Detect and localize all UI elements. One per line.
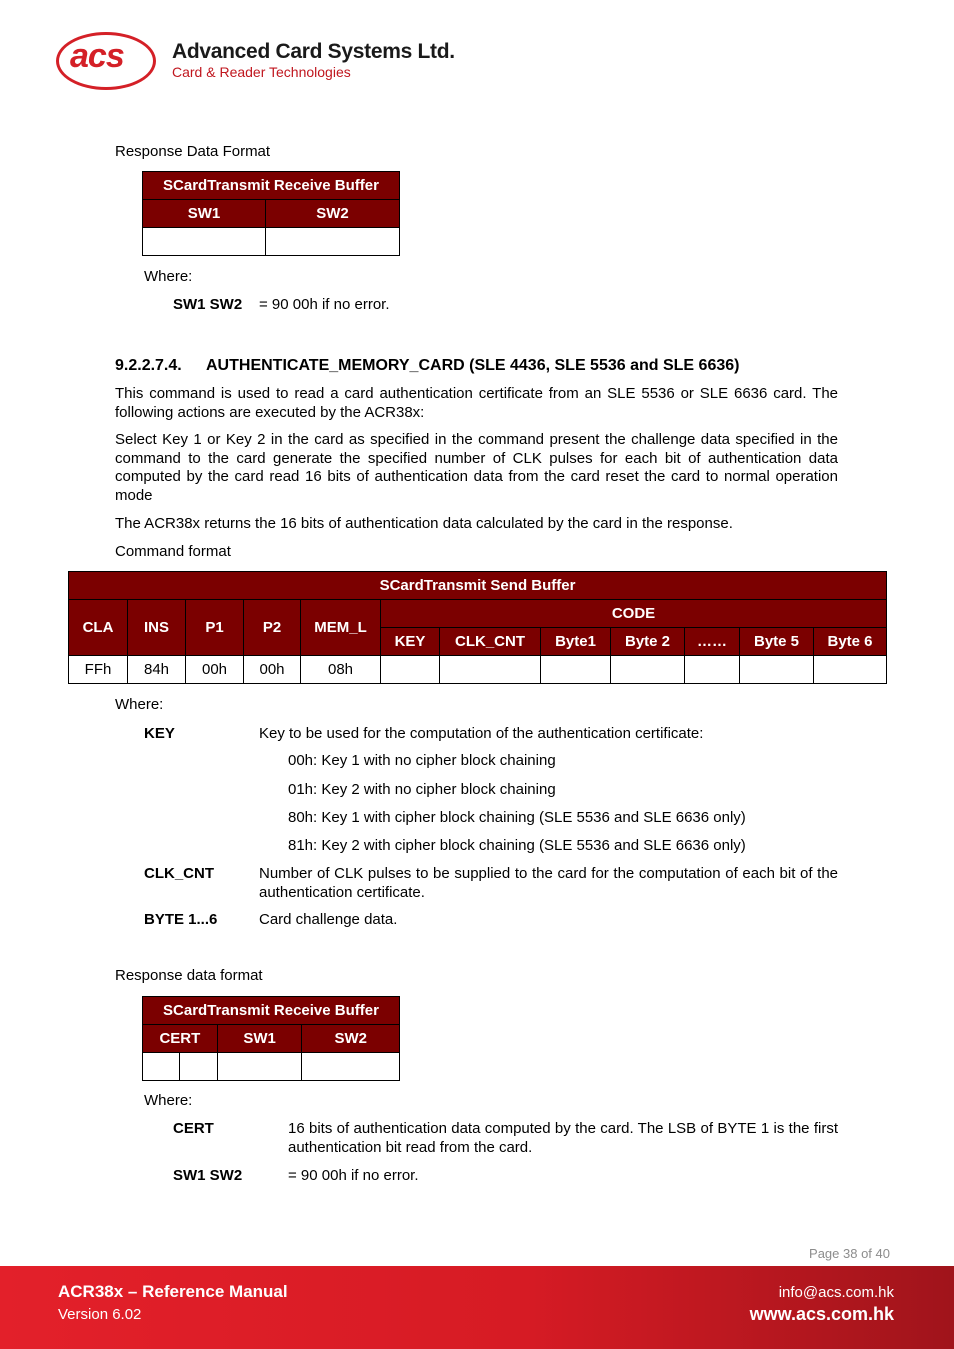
def-term: KEY (144, 725, 175, 742)
table-cell: 84h (128, 656, 186, 684)
col-header: P2 (244, 600, 301, 656)
table-cell (440, 656, 541, 684)
def-desc: Card challenge data. (259, 911, 398, 928)
col-header: CERT (143, 1025, 218, 1053)
table-cell: 08h (301, 656, 381, 684)
col-header: …… (685, 628, 740, 656)
table-cell (143, 1053, 180, 1081)
doc-title: ACR38x – Reference Manual (58, 1282, 288, 1301)
col-header: SW1 (143, 200, 266, 228)
send-buffer-table (68, 571, 887, 684)
def-desc: Key to be used for the computation of the authentication certificate: (259, 725, 704, 742)
receive-buffer-table-2 (142, 996, 400, 1081)
def-desc: 16 bits of authentication data computed by the card. The LSB of BYTE 1 is the first authentication bit read from the card. (288, 1120, 838, 1156)
col-header: SW2 (266, 200, 400, 228)
def-term: SW1 SW2 (173, 1167, 243, 1184)
table-cell (217, 1053, 302, 1081)
company-name: Advanced Card Systems Ltd. (172, 40, 455, 63)
col-header: P1 (186, 600, 244, 656)
table-cell: 00h (244, 656, 301, 684)
def-term: CERT (173, 1120, 214, 1137)
company-tagline: Card & Reader Technologies (172, 64, 351, 80)
def-desc: Number of CLK pulses to be supplied to the card for the computation of each bit of the authentication certificate. (259, 865, 838, 901)
table-title: SCardTransmit Receive Buffer (143, 172, 400, 200)
paragraph: This command is used to read a card authentication certificate from an SLE 5536 or SLE 6636 card. The following actions are executed by the ACR38x: (115, 385, 838, 421)
col-header: Byte 5 (740, 628, 814, 656)
col-header: INS (128, 600, 186, 656)
col-header: SW2 (302, 1025, 400, 1053)
table-cell (740, 656, 814, 684)
key-option: 80h: Key 1 with cipher block chaining (SLE 5536 and SLE 6636 only) (288, 809, 746, 826)
def-term: SW1 SW2 (173, 296, 243, 313)
footer-website[interactable]: www.acs.com.hk (749, 1304, 894, 1324)
table-cell: 00h (186, 656, 244, 684)
command-format-label: Command format (115, 543, 231, 560)
key-option: 00h: Key 1 with no cipher block chaining (288, 752, 556, 769)
col-header: Byte1 (541, 628, 611, 656)
code-header: CODE (381, 600, 887, 628)
table-cell (143, 228, 266, 256)
col-header: MEM_L (301, 600, 381, 656)
col-header: CLK_CNT (440, 628, 541, 656)
table-cell (611, 656, 685, 684)
table-cell (541, 656, 611, 684)
def-term: BYTE 1...6 (144, 911, 218, 928)
col-header: KEY (381, 628, 440, 656)
table-cell (266, 228, 400, 256)
def-term: CLK_CNT (144, 865, 214, 882)
section-number: 9.2.2.7.4. (115, 357, 182, 374)
table-title: SCardTransmit Receive Buffer (143, 997, 400, 1025)
table-cell (814, 656, 887, 684)
table-cell (381, 656, 440, 684)
key-option: 81h: Key 2 with cipher block chaining (SLE 5536 and SLE 6636 only) (288, 837, 746, 854)
response-format-label: Response Data Format (115, 143, 271, 160)
col-header: CLA (69, 600, 128, 656)
where-label: Where: (144, 268, 193, 285)
section-title: AUTHENTICATE_MEMORY_CARD (SLE 4436, SLE 5536 and SLE 6636) (206, 357, 740, 374)
where-label: Where: (115, 696, 164, 713)
key-option: 01h: Key 2 with no cipher block chaining (288, 781, 556, 798)
def-desc: = 90 00h if no error. (259, 296, 390, 313)
where-label: Where: (144, 1092, 193, 1109)
footer-bar (0, 1266, 954, 1349)
paragraph: The ACR38x returns the 16 bits of authentication data calculated by the card in the response. (115, 515, 733, 532)
table-cell: FFh (69, 656, 128, 684)
table-title: SCardTransmit Send Buffer (69, 572, 887, 600)
col-header: Byte 6 (814, 628, 887, 656)
response-format-label: Response data format (115, 967, 263, 984)
page-number: Page 38 of 40 (809, 1246, 890, 1261)
table-cell (685, 656, 740, 684)
table-cell (179, 1053, 217, 1081)
col-header: SW1 (217, 1025, 302, 1053)
logo-text: acs (70, 37, 124, 75)
footer-email[interactable]: info@acs.com.hk (778, 1284, 894, 1301)
table-cell (302, 1053, 400, 1081)
col-header: Byte 2 (611, 628, 685, 656)
receive-buffer-table-1 (142, 171, 400, 256)
def-desc: = 90 00h if no error. (288, 1167, 419, 1184)
doc-version: Version 6.02 (58, 1306, 142, 1323)
paragraph: Select Key 1 or Key 2 in the card as specified in the command present the challenge data specified in the command to the card generate the specified number of CLK pulses for each bit of authentication data computed by the card read 16 bits of authentication data from the card reset the card to normal operation mode (115, 431, 838, 504)
